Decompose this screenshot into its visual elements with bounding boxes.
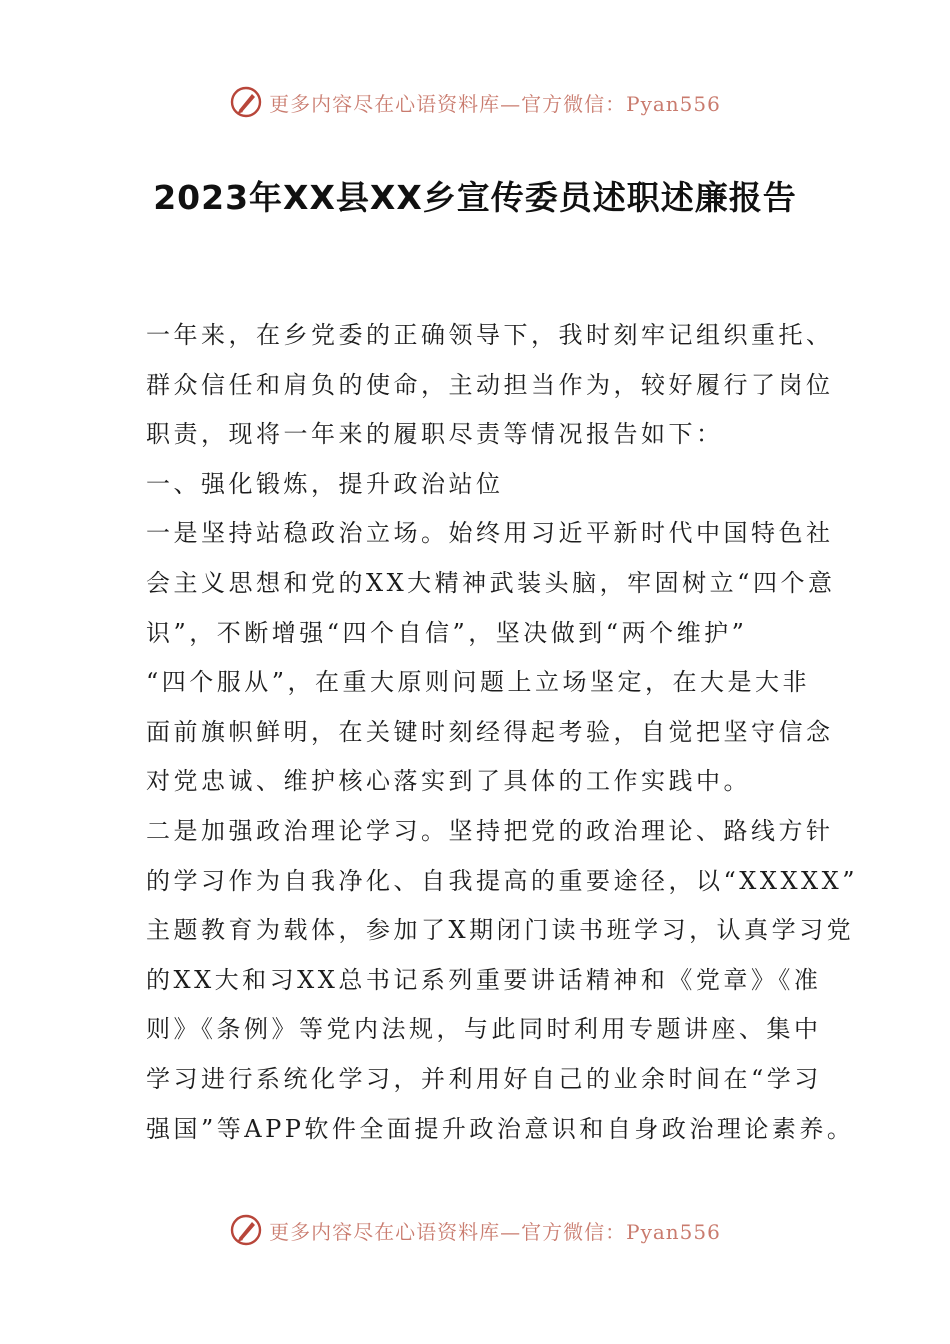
body-line: 会主义思想和党的XX大精神武装头脑，牢固树立“四个意 [146,568,836,597]
body-line: 的学习作为自我净化、自我提高的重要途径，以“XXXXX” [146,866,858,895]
document-body [146,315,858,1158]
body-line: 强国”等APP软件全面提升政治意识和自身政治理论素养。 [146,1114,855,1143]
document-title: 2023年XX县XX乡宣传委员述职述廉报告 [153,178,797,217]
body-line: 则》《条例》等党内法规，与此同时利用专题讲座、集中 [146,1015,822,1044]
watermark-text: 更多内容尽在心语资料库—官方微信：Pyan556 [269,91,721,116]
body-line: 主题教育为载体，参加了X期闭门读书班学习，认真学习党 [146,916,855,945]
header-watermark [0,80,950,124]
body-line: 面前旗帜鲜明，在关键时刻经得起考验，自觉把坚守信念 [146,717,834,746]
body-line: “四个服从”，在重大原则问题上立场坚定，在大是大非 [146,668,811,697]
body-line: 识”，不断增强“四个自信”，坚决做到“两个维护” [146,618,748,647]
body-line: 的XX大和习XX总书记系列重要讲话精神和《党章》《准 [146,965,822,994]
body-line: 一年来，在乡党委的正确领导下，我时刻牢记组织重托、 [146,321,834,349]
body-line: 学习进行系统化学习，并利用好自己的业余时间在“学习 [146,1064,822,1093]
body-line: 对党忠诚、维护核心落实到了具体的工作实践中。 [146,767,751,796]
section-heading: 一、强化锻炼，提升政治站位 [146,469,504,498]
body-line: 职责，现将一年来的履职尽责等情况报告如下： [146,420,724,449]
body-line: 一是坚持站稳政治立场。始终用习近平新时代中国特色社 [146,519,834,548]
pen-logo-icon [229,85,263,119]
body-line: 二是加强政治理论学习。坚持把党的政治理论、路线方针 [146,816,834,845]
body-line: 群众信任和肩负的使命，主动担当作为，较好履行了岗位 [146,370,834,399]
pen-logo-icon [229,1213,263,1247]
footer-watermark [0,1208,950,1252]
watermark-text: 更多内容尽在心语资料库—官方微信：Pyan556 [269,1219,721,1244]
